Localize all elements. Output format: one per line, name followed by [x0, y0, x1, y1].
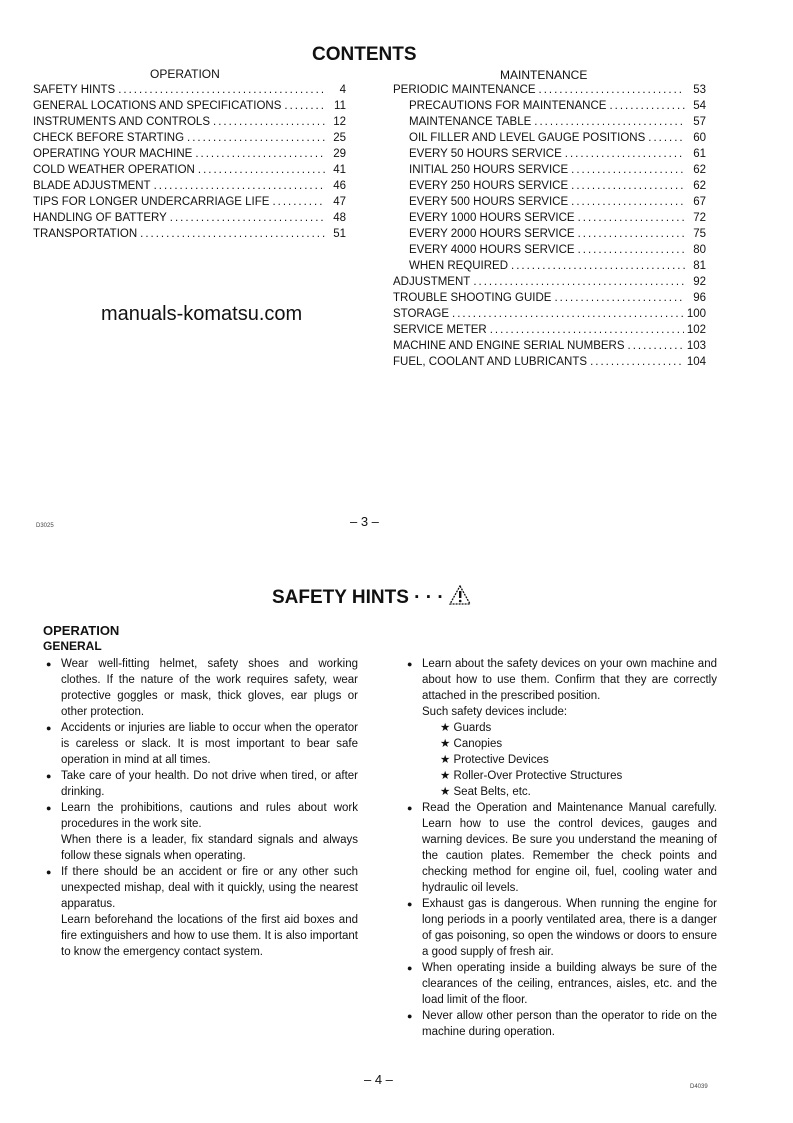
warning-triangle-icon [449, 585, 471, 605]
toc-entry[interactable] [33, 178, 346, 194]
toc-entry-page: 51 [333, 228, 346, 240]
list-item: ★ Roller-Over Protective Structures [422, 768, 717, 784]
toc-entry[interactable] [393, 338, 706, 354]
leader-dots [590, 354, 684, 370]
toc-entry-page: 25 [333, 132, 346, 144]
toc-entry[interactable] [393, 130, 706, 146]
toc-entry[interactable] [393, 178, 706, 194]
toc-entry-title: MAINTENANCE TABLE [409, 116, 532, 128]
leader-dots [118, 82, 325, 98]
list-item: ★ Canopies [422, 736, 717, 752]
toc-entry-title: EVERY 4000 HOURS SERVICE [409, 244, 575, 256]
toc-entry[interactable] [33, 114, 346, 130]
toc-entry[interactable] [393, 146, 706, 162]
toc-entry-title: INITIAL 250 HOURS SERVICE [409, 164, 569, 176]
toc-entry-page: 48 [333, 212, 346, 224]
leader-dots [565, 146, 685, 162]
leader-dots [609, 98, 685, 114]
toc-entry-page: 67 [693, 196, 706, 208]
toc-entry-page: 4 [339, 84, 346, 96]
toc-entry[interactable] [33, 98, 346, 114]
leader-dots [554, 290, 685, 306]
leader-dots [648, 130, 685, 146]
toc-entry-page: 104 [686, 356, 706, 368]
list-item: ★ Protective Devices [422, 752, 717, 768]
leader-dots [195, 146, 325, 162]
toc-entry-page: 62 [693, 164, 706, 176]
leader-dots [284, 98, 325, 114]
contents-title: CONTENTS [312, 44, 417, 65]
toc-entry[interactable] [393, 354, 706, 370]
toc-entry-page: 100 [686, 308, 706, 320]
toc-entry-title: PRECAUTIONS FOR MAINTENANCE [409, 100, 607, 112]
toc-entry[interactable] [393, 306, 706, 322]
toc-entry-title: EVERY 2000 HOURS SERVICE [409, 228, 575, 240]
leader-dots [534, 114, 685, 130]
leader-dots [571, 194, 685, 210]
leader-dots [571, 162, 685, 178]
toc-entry[interactable] [33, 130, 346, 146]
toc-entry-title: CHECK BEFORE STARTING [33, 132, 185, 144]
toc-entry[interactable] [393, 82, 706, 98]
bullet-item: ● If there should be an accident or fire or any other such unexpected mishap, deal with it quickly, using the nearest apparatus. [61, 864, 358, 912]
leader-dots [571, 178, 685, 194]
toc-entry-title: SAFETY HINTS [33, 84, 116, 96]
title-dots: · · · [414, 587, 444, 608]
toc-entry[interactable] [393, 290, 706, 306]
operation-heading: OPERATION [150, 67, 220, 81]
toc-entry-page: 47 [333, 196, 346, 208]
toc-entry-title: PERIODIC MAINTENANCE [393, 84, 536, 96]
page-number: – 4 – [364, 1072, 393, 1087]
toc-entry-title: STORAGE [393, 308, 450, 320]
paragraph: Such safety devices include: [422, 706, 568, 718]
toc-entry[interactable] [33, 82, 346, 98]
toc-operation-list [33, 82, 346, 242]
toc-entry[interactable] [393, 194, 706, 210]
bullet-item: ● Never allow other person than the operator to ride on the machine during operation. [422, 1008, 717, 1040]
toc-entry-title: BLADE ADJUSTMENT [33, 180, 151, 192]
toc-entry-title: INSTRUMENTS AND CONTROLS [33, 116, 210, 128]
bullet-item: ● Learn about the safety devices on your own machine and about how to use them. Confirm that they are correctly attached in the prescribed position. [422, 656, 717, 704]
toc-entry-page: 53 [693, 84, 706, 96]
toc-entry-title: EVERY 50 HOURS SERVICE [409, 148, 562, 160]
leader-dots [198, 162, 325, 178]
toc-entry-page: 61 [693, 148, 706, 160]
toc-entry-page: 96 [693, 292, 706, 304]
toc-entry[interactable] [33, 226, 346, 242]
toc-entry-page: 46 [333, 180, 346, 192]
safety-title: SAFETY HINTS [272, 587, 409, 608]
toc-entry[interactable] [393, 322, 706, 338]
bullet-item: ● Take care of your health. Do not drive when tired, or after drinking. [61, 768, 358, 800]
toc-entry-page: 54 [693, 100, 706, 112]
toc-entry-title: OPERATING YOUR MACHINE [33, 148, 193, 160]
toc-entry-page: 102 [686, 324, 706, 336]
bullet-item: ● Learn the prohibitions, cautions and rules about work procedures in the work site. [61, 800, 358, 832]
toc-entry-page: 103 [686, 340, 706, 352]
bullet-item: ● Exhaust gas is dangerous. When running the engine for long periods in a poorly ventilated area, there is a danger of gas poisoning, so open the windows or doors to ensure a good supply of fresh air. [422, 896, 717, 960]
leader-dots [272, 194, 325, 210]
bullet-item: ● Read the Operation and Maintenance Manual carefully. Learn how to use the control devices, gauges and warning devices. Be sure you understand the meaning of the caution plates. Remember the check points and checking method for engine oil, fuel, cooling water and hydraulic oil levels. [422, 800, 717, 896]
toc-entry-title: SERVICE METER [393, 324, 487, 336]
leader-dots [187, 130, 325, 146]
toc-entry-title: EVERY 500 HOURS SERVICE [409, 196, 569, 208]
leader-dots [539, 82, 686, 98]
leader-dots [473, 274, 685, 290]
leader-dots [578, 210, 685, 226]
section-heading: OPERATION [43, 623, 120, 638]
toc-entry-title: MACHINE AND ENGINE SERIAL NUMBERS [393, 340, 625, 352]
toc-entry-title: TIPS FOR LONGER UNDERCARRIAGE LIFE [33, 196, 270, 208]
toc-entry-title: GENERAL LOCATIONS AND SPECIFICATIONS [33, 100, 282, 112]
leader-dots [490, 322, 684, 338]
safety-title-row [272, 585, 471, 609]
toc-entry-page: 12 [333, 116, 346, 128]
paragraph: When there is a leader, fix standard signals and always follow these signals when operating. [61, 834, 358, 862]
paragraph: Learn beforehand the locations of the first aid boxes and fire extinguishers and how to use them. It is also important to know the emergency contact system. [61, 914, 358, 958]
toc-entry-title: HANDLING OF BATTERY [33, 212, 167, 224]
maintenance-heading: MAINTENANCE [500, 68, 588, 82]
toc-entry-title: FUEL, COOLANT AND LUBRICANTS [393, 356, 588, 368]
toc-entry-page: 81 [693, 260, 706, 272]
toc-entry[interactable] [393, 258, 706, 274]
bullet-item: ● When operating inside a building always be sure of the clearances of the ceiling, entrances, aisles, etc. and the load limit of the floor. [422, 960, 717, 1008]
toc-entry-title: COLD WEATHER OPERATION [33, 164, 195, 176]
toc-entry-page: 62 [693, 180, 706, 192]
toc-entry-title: ADJUSTMENT [393, 276, 471, 288]
toc-entry-title: EVERY 1000 HOURS SERVICE [409, 212, 575, 224]
leader-dots [511, 258, 685, 274]
toc-entry[interactable] [393, 98, 706, 114]
leader-dots [213, 114, 325, 130]
leader-dots [578, 226, 685, 242]
toc-entry[interactable] [393, 242, 706, 258]
toc-entry-page: 75 [693, 228, 706, 240]
list-item: ★ Seat Belts, etc. [422, 784, 717, 800]
watermark: manuals-komatsu.com [101, 303, 303, 325]
leader-dots [578, 242, 685, 258]
safety-left-column [61, 656, 358, 960]
page-number: – 3 – [350, 514, 379, 529]
leader-dots [452, 306, 684, 322]
subsection-heading: GENERAL [43, 639, 102, 653]
doc-code: D4039 [690, 1084, 708, 1090]
toc-entry-title: WHEN REQUIRED [409, 260, 509, 272]
toc-entry[interactable] [393, 226, 706, 242]
toc-entry-page: 11 [334, 100, 346, 112]
toc-maintenance-list [393, 82, 706, 370]
bullet-item: ● Accidents or injuries are liable to occur when the operator is careless or slack. It is most important to bear safe operation in mind at all times. [61, 720, 358, 768]
toc-entry[interactable] [393, 114, 706, 130]
toc-entry-title: TROUBLE SHOOTING GUIDE [393, 292, 552, 304]
toc-entry[interactable] [33, 210, 346, 226]
toc-entry[interactable] [393, 210, 706, 226]
toc-entry-page: 29 [333, 148, 346, 160]
toc-entry[interactable] [33, 146, 346, 162]
toc-entry-page: 60 [693, 132, 706, 144]
toc-entry-title: TRANSPORTATION [33, 228, 138, 240]
leader-dots [140, 226, 325, 242]
toc-entry-page: 57 [693, 116, 706, 128]
toc-entry[interactable] [393, 162, 706, 178]
toc-entry[interactable] [33, 162, 346, 178]
toc-entry[interactable] [393, 274, 706, 290]
doc-code: D3025 [36, 523, 54, 529]
bullet-item: ● Wear well-fitting helmet, safety shoes and working clothes. If the nature of the work requires safety, wear protective goggles or mask, thick gloves, ear plugs or other protection. [61, 656, 358, 720]
toc-entry-title: EVERY 250 HOURS SERVICE [409, 180, 569, 192]
safety-right-column [422, 656, 717, 1040]
toc-entry-page: 92 [693, 276, 706, 288]
toc-entry-title: OIL FILLER AND LEVEL GAUGE POSITIONS [409, 132, 646, 144]
toc-entry-page: 80 [693, 244, 706, 256]
list-item: ★ Guards [422, 720, 717, 736]
toc-entry-page: 72 [693, 212, 706, 224]
leader-dots [154, 178, 325, 194]
toc-entry-page: 41 [333, 164, 346, 176]
leader-dots [628, 338, 684, 354]
toc-entry[interactable] [33, 194, 346, 210]
leader-dots [170, 210, 325, 226]
